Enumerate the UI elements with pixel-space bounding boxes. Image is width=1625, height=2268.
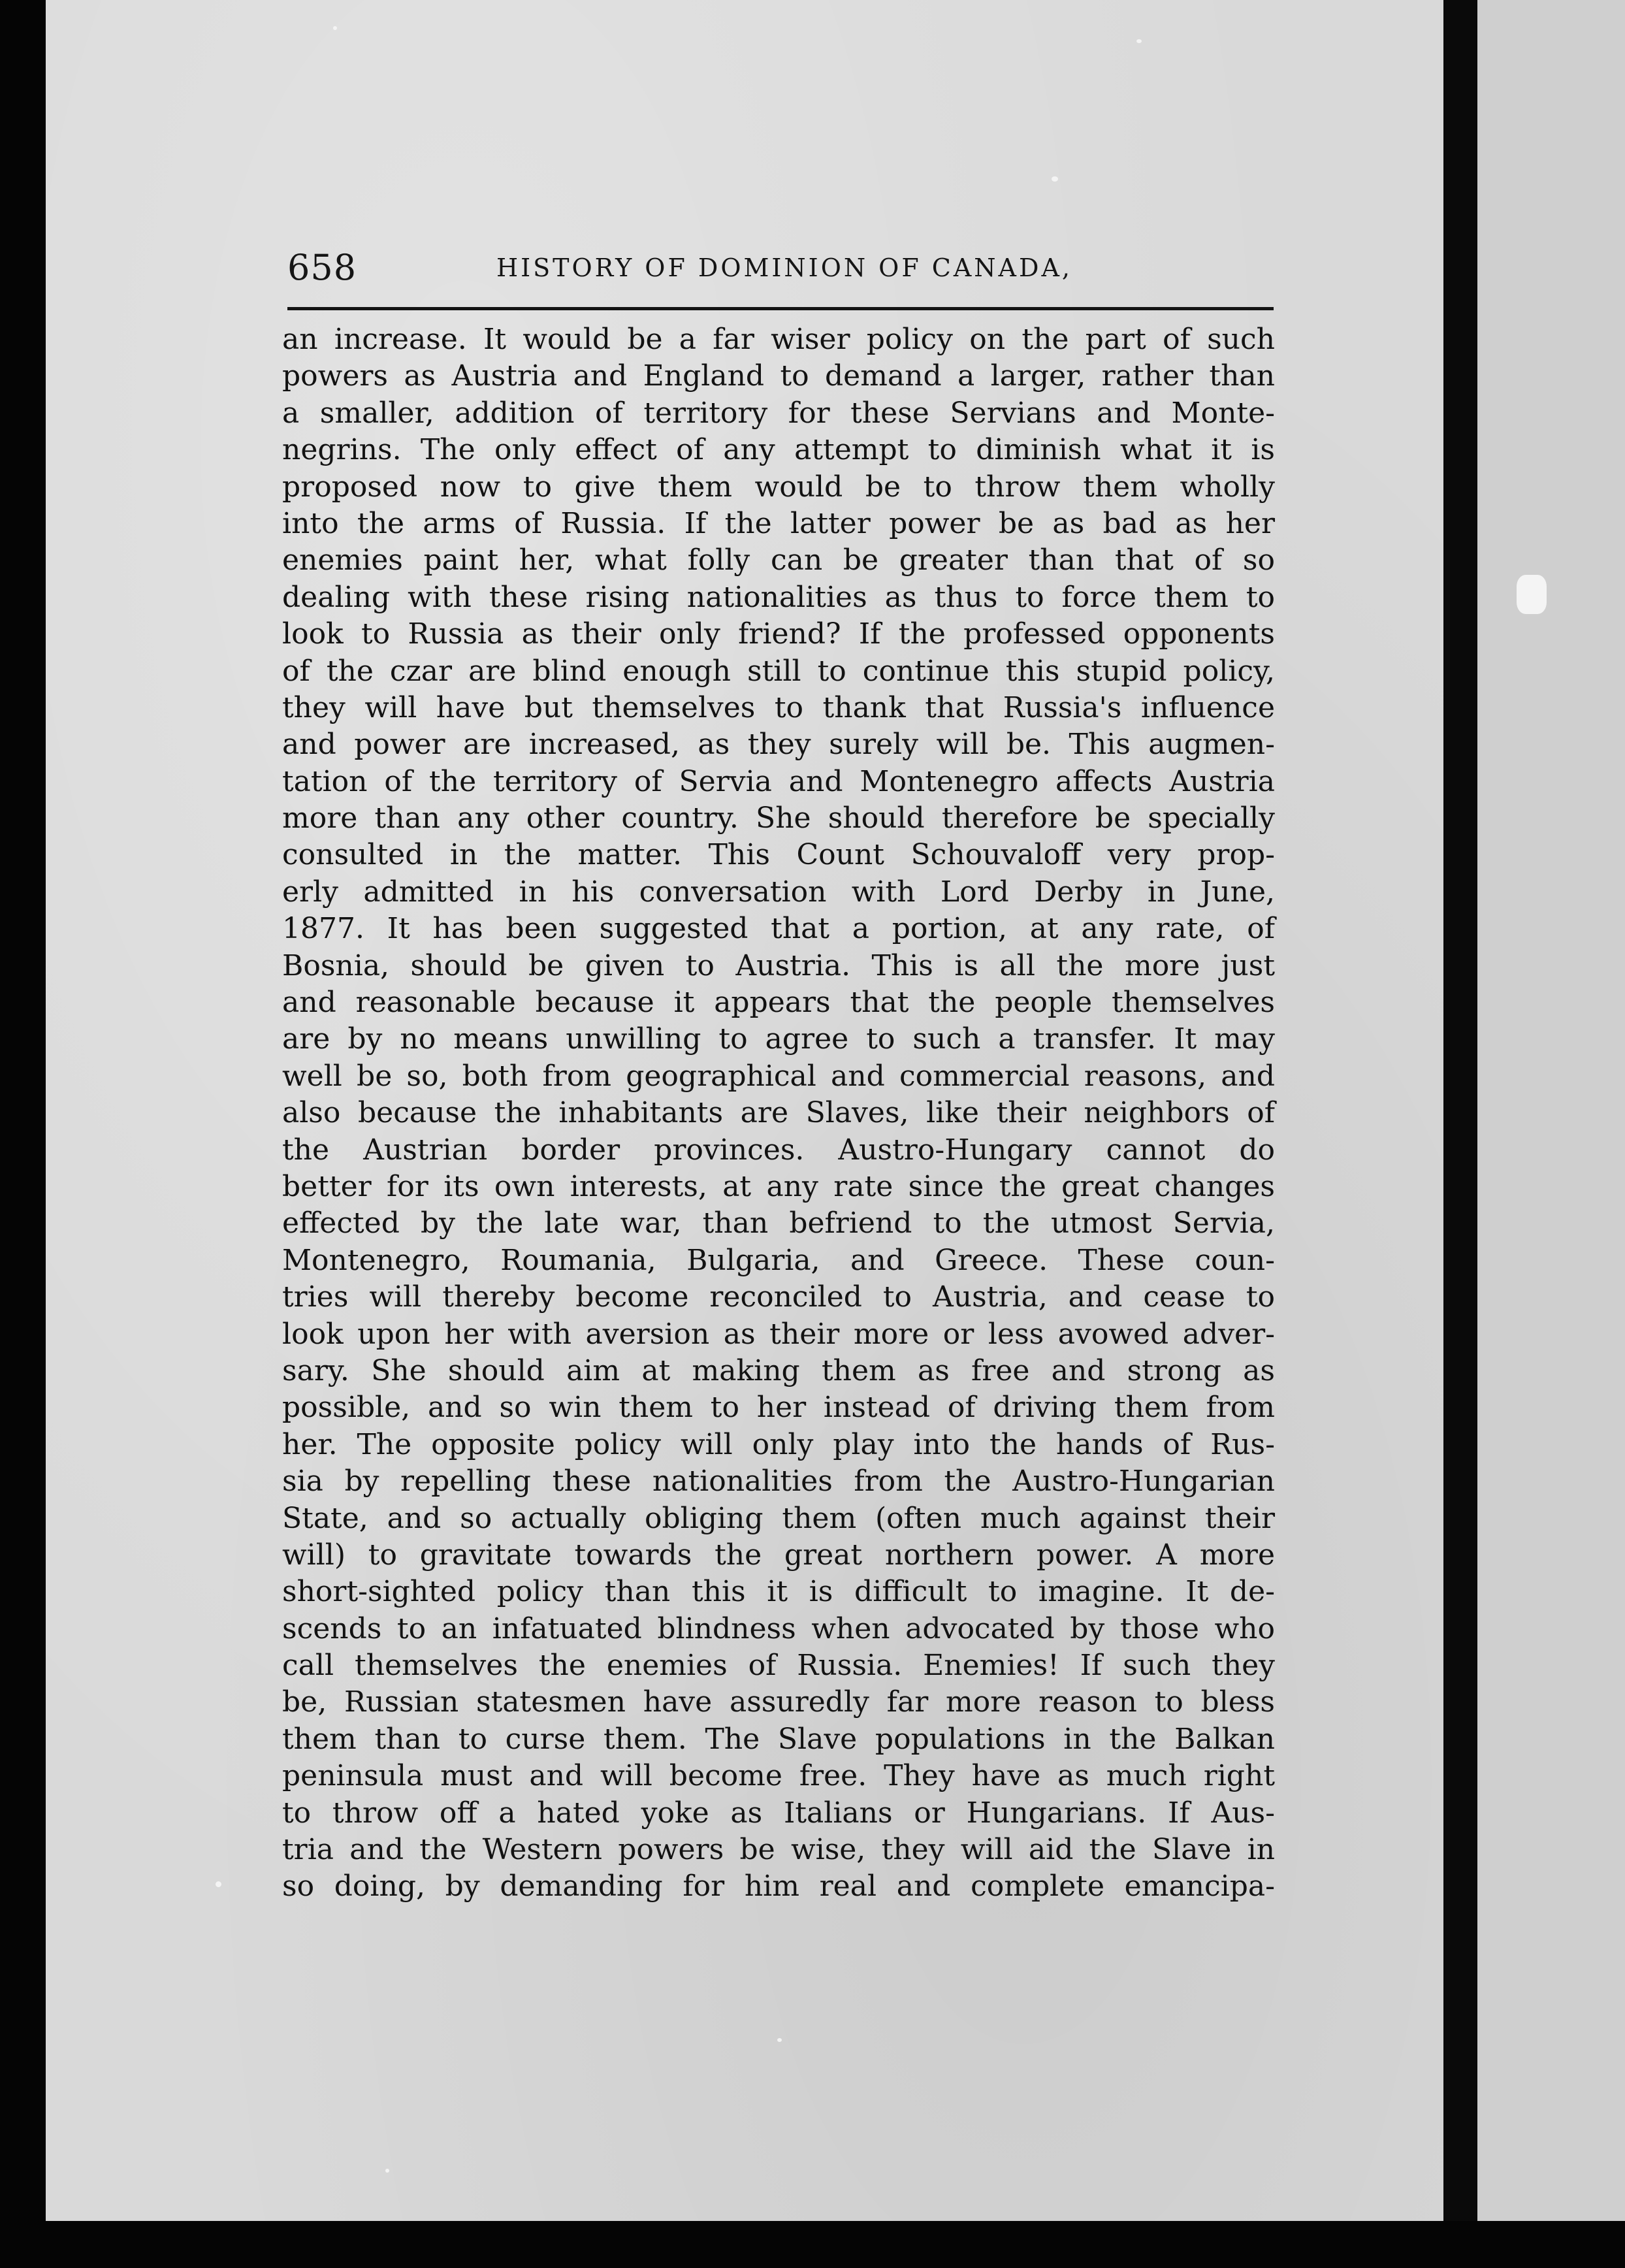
- text-line: possible, and so win them to her instead of driving them from: [282, 1391, 1275, 1425]
- text-line: and power are increased, as they surely will be. This augmen-: [282, 728, 1275, 762]
- text-line: negrins. The only effect of any attempt to diminish what it is: [282, 433, 1275, 467]
- text-line: so doing, by demanding for him real and complete emancipa-: [282, 1870, 1275, 1904]
- text-line: Bosnia, should be given to Austria. This is all the more just: [282, 948, 1275, 982]
- text-line: look to Russia as their only friend? If the professed opponents: [282, 617, 1275, 651]
- text-line: effected by the late war, than befriend to the utmost Servia,: [282, 1207, 1275, 1240]
- paper-speck: [385, 2169, 389, 2173]
- text-line: erly admitted in his conversation with Lord Derby in June,: [282, 875, 1275, 909]
- text-line: short-sighted policy than this it is difficult to imagine. It de-: [282, 1575, 1275, 1609]
- running-title: HISTORY OF DOMINION OF CANADA,: [496, 253, 1072, 282]
- paper-speck: [1052, 176, 1058, 182]
- text-line: look upon her with aversion as their more or less avowed adver-: [282, 1317, 1275, 1351]
- scan-border: [0, 2221, 1625, 2268]
- text-line: dealing with these rising nationalities as thus to force them to: [282, 580, 1275, 614]
- text-line: well be so, both from geographical and commercial reasons, and: [282, 1059, 1275, 1093]
- text-line: tation of the territory of Servia and Montenegro affects Austria: [282, 764, 1275, 798]
- text-line: more than any other country. She should therefore be specially: [282, 802, 1275, 835]
- text-line: sary. She should aim at making them as free and strong as: [282, 1353, 1275, 1387]
- text-line: are by no means unwilling to agree to such a transfer. It may: [282, 1022, 1275, 1056]
- text-line: be, Russian statesmen have assuredly far more reason to bless: [282, 1685, 1275, 1719]
- text-line: her. The opposite policy will only play into the hands of Rus-: [282, 1427, 1275, 1461]
- text-line: an increase. It would be a far wiser policy on the part of such: [282, 323, 1275, 356]
- text-line: scends to an infatuated blindness when advocated by those who: [282, 1612, 1275, 1645]
- text-line: Montenegro, Roumania, Bulgaria, and Greece. These coun-: [282, 1243, 1275, 1277]
- paper-speck: [333, 26, 337, 30]
- text-line: call themselves the enemies of Russia. Enemies! If such they: [282, 1649, 1275, 1683]
- paper-speck: [216, 1881, 221, 1887]
- text-line: the Austrian border provinces. Austro-Hungary cannot do: [282, 1133, 1275, 1167]
- paper-speck: [777, 2038, 782, 2042]
- text-line: to throw off a hated yoke as Italians or Hungarians. If Aus-: [282, 1796, 1275, 1830]
- text-line: powers as Austria and England to demand a larger, rather than: [282, 359, 1275, 393]
- text-line: peninsula must and will become free. They have as much right: [282, 1759, 1275, 1793]
- text-line: also because the inhabitants are Slaves, like their neighbors of: [282, 1096, 1275, 1130]
- text-line: sia by repelling these nationalities from the Austro-Hungarian: [282, 1465, 1275, 1498]
- text-line: will) to gravitate towards the great northern power. A more: [282, 1538, 1275, 1572]
- text-line: into the arms of Russia. If the latter power be as bad as her: [282, 506, 1275, 540]
- text-line: State, and so actually obliging them (often much against their: [282, 1501, 1275, 1535]
- page-gutter-shadow: [1443, 0, 1477, 2221]
- facing-page-edge: [1477, 0, 1625, 2221]
- text-line: a smaller, addition of territory for these Servians and Monte-: [282, 396, 1275, 430]
- text-line: they will have but themselves to thank that Russia's influence: [282, 690, 1275, 724]
- text-line: proposed now to give them would be to throw them wholly: [282, 470, 1275, 504]
- text-line: them than to curse them. The Slave populations in the Balkan: [282, 1722, 1275, 1756]
- header-rule: [287, 307, 1274, 310]
- text-line: and reasonable because it appears that the people themselves: [282, 986, 1275, 1020]
- paper-speck: [1136, 39, 1142, 43]
- text-line: enemies paint her, what folly can be greater than that of so: [282, 543, 1275, 577]
- text-line: of the czar are blind enough still to continue this stupid policy,: [282, 654, 1275, 688]
- text-line: 1877. It has been suggested that a portion, at any rate, of: [282, 912, 1275, 946]
- paper-speck: [1517, 575, 1547, 614]
- page-header: [287, 247, 1280, 299]
- text-line: consulted in the matter. This Count Schouvaloff very prop-: [282, 838, 1275, 872]
- page-number: 658: [287, 247, 357, 288]
- text-line: tries will thereby become reconciled to Austria, and cease to: [282, 1280, 1275, 1314]
- text-line: tria and the Western powers be wise, they will aid the Slave in: [282, 1833, 1275, 1867]
- body-text: [282, 321, 1275, 1905]
- text-line: better for its own interests, at any rate since the great changes: [282, 1169, 1275, 1203]
